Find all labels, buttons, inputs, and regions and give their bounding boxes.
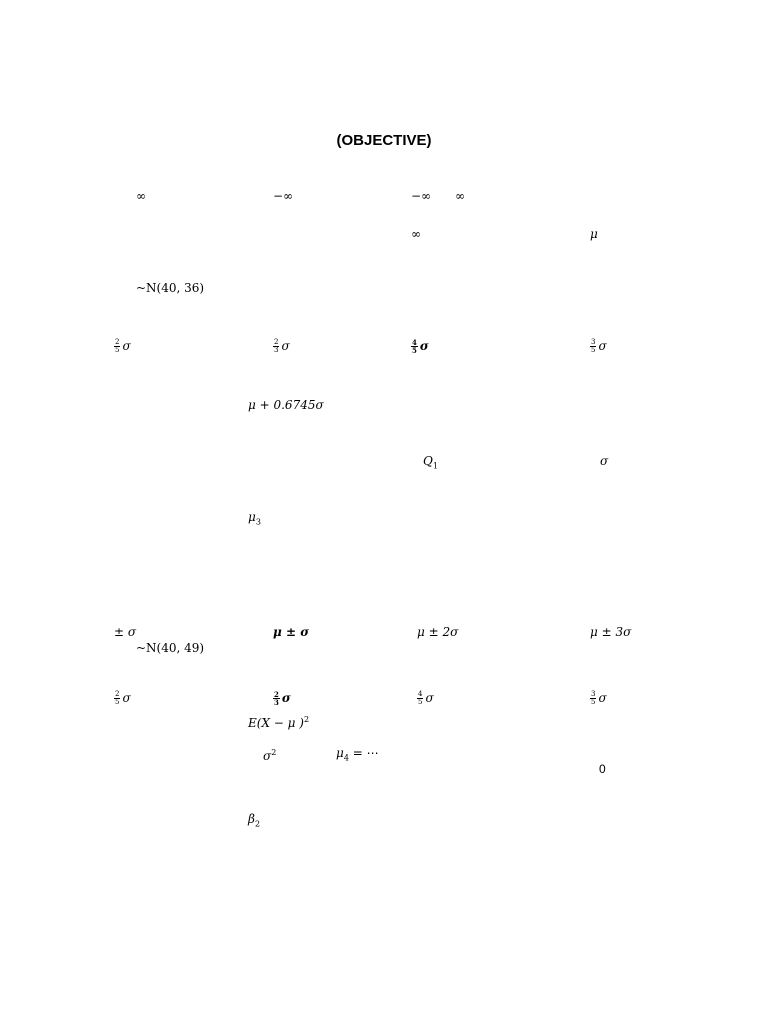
distribution-1: ~N(40, 36) (136, 281, 205, 295)
quartile-expression: μ + 0.6745σ (248, 398, 324, 412)
infinity-option-2: ∞ (411, 227, 421, 241)
range-upper: ∞ (455, 189, 465, 203)
option-c-interval: μ ± 2σ (417, 625, 459, 639)
sigma-symbol: σ (600, 454, 609, 468)
infinity-option: ∞ (136, 189, 146, 203)
option-a-fraction-2: $\frac{2}{5}$ σ (115, 690, 131, 706)
option-d-fraction-2: $\frac{3}{5}$ σ (591, 690, 607, 706)
option-c-fraction: $\frac{4}{5}$ σ (412, 338, 429, 355)
option-d-fraction: $\frac{3}{5}$ σ (591, 338, 607, 354)
neg-infinity-option: −∞ (273, 189, 294, 203)
option-a-interval: ± σ (114, 625, 137, 639)
expectation-expression: E(X − μ )$^2$ (248, 715, 310, 730)
sigma-squared: $\sigma^2$ (263, 748, 277, 763)
option-d-interval: μ ± 3σ (590, 625, 632, 639)
option-b-fraction-2: $\frac{2}{3}$ σ (274, 690, 291, 707)
mu3-symbol: $\mu_3$ (248, 510, 261, 527)
q1-symbol: $Q_1$ (423, 454, 438, 471)
mu-option: μ (590, 227, 598, 241)
option-b-interval: μ ± σ (273, 625, 310, 639)
option-c-fraction-2: $\frac{4}{5}$ σ (418, 690, 434, 706)
page-title: (OBJECTIVE) (336, 132, 432, 149)
mu4-expression: $\mu_4$ = ⋯ (336, 746, 379, 763)
beta2-symbol: $\beta_2$ (248, 812, 261, 829)
distribution-2: ~N(40, 49) (136, 641, 205, 655)
option-a-fraction: $\frac{2}{5}$ σ (115, 338, 131, 354)
range-lower: −∞ (411, 189, 432, 203)
option-b-fraction: $\frac{2}{3}$ σ (274, 338, 290, 354)
zero-value: 0 (599, 762, 606, 776)
